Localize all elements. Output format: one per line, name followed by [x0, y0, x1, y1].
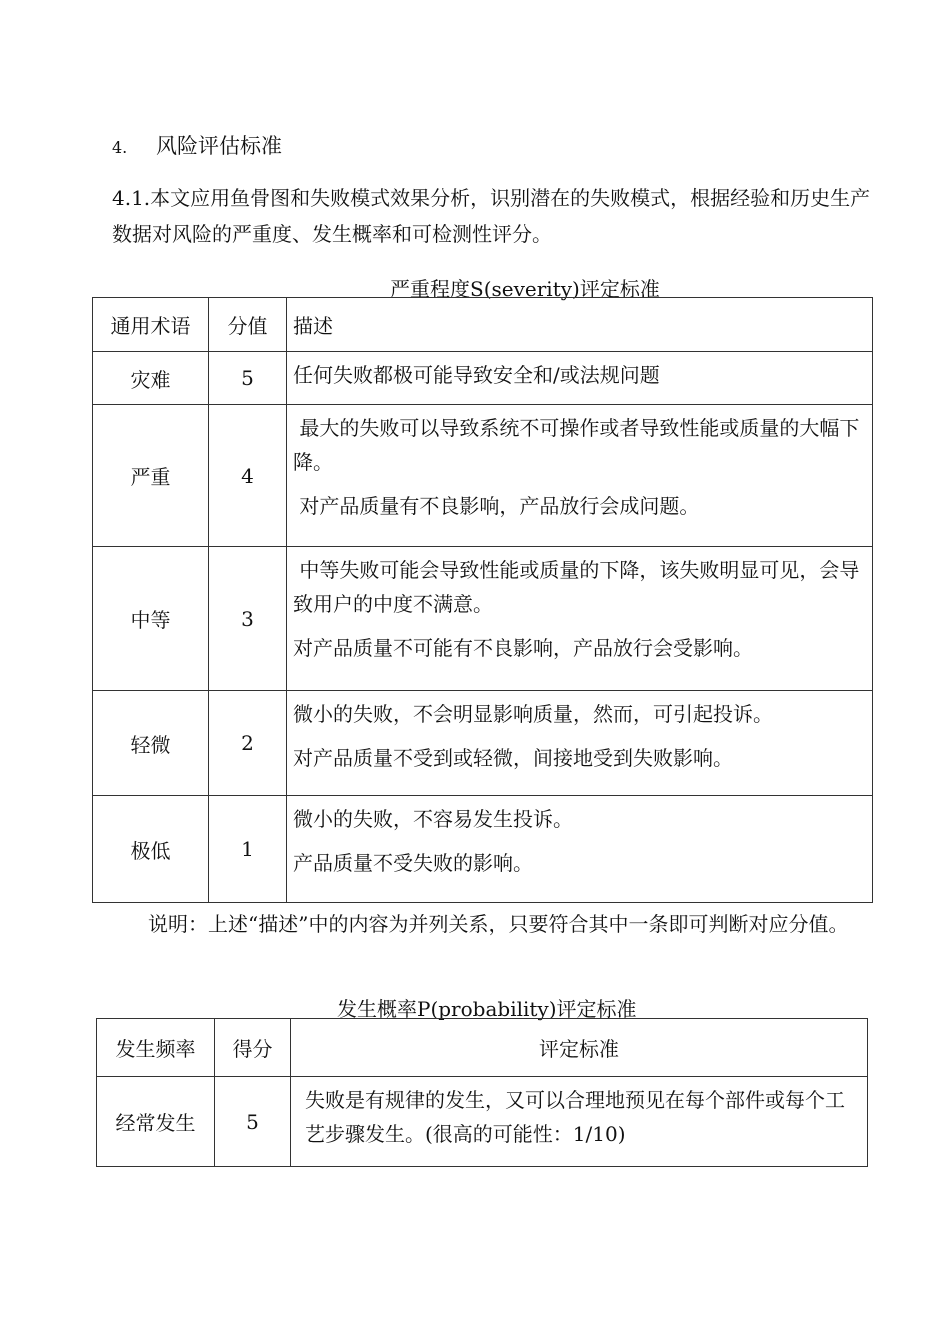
row-score: 4: [209, 405, 287, 547]
probability-table-caption: 发生概率P(probability)评定标准: [337, 997, 637, 1021]
header-frequency: 发生频率: [97, 1019, 215, 1077]
row-desc: [287, 796, 873, 903]
desc-line: 微小的失败，不会明显影响质量，然而，可引起投诉。: [293, 702, 773, 726]
desc-line: 最大的失败可以导致系统不可操作或者导致性能或质量的大幅下降。: [293, 416, 860, 474]
section-heading: [112, 130, 282, 160]
row-score: 3: [209, 547, 287, 691]
row-term: 极低: [93, 796, 209, 903]
row-score: 5: [209, 352, 287, 405]
section-title: 风险评估标准: [156, 134, 282, 158]
row-term: 中等: [93, 547, 209, 691]
desc-line: 任何失败都极可能导致安全和/或法规问题: [293, 363, 660, 387]
row-term: 灾难: [93, 352, 209, 405]
table-row: [93, 691, 873, 796]
row-score: 2: [209, 691, 287, 796]
severity-table-caption: 严重程度S(severity)评定标准: [390, 277, 660, 301]
row-criteria: 失败是有规律的发生，又可以合理地预见在每个部件或每个工艺步骤发生。(很高的可能性：1/10): [291, 1077, 868, 1167]
header-criteria: 评定标准: [291, 1019, 868, 1077]
severity-table: [92, 297, 873, 903]
desc-line: 对产品质量有不良影响，产品放行会成问题。: [293, 494, 700, 518]
header-term: 通用术语: [93, 298, 209, 352]
table-row: [93, 405, 873, 547]
note-paragraph: 说明：上述“描述”中的内容为并列关系，只要符合其中一条即可判断对应分值。: [148, 912, 849, 936]
table-row: [93, 352, 873, 405]
section-number: 4.: [112, 138, 128, 157]
row-desc: [287, 405, 873, 547]
row-frequency: 经常发生: [97, 1077, 215, 1167]
table-header-row: [93, 298, 873, 352]
table-row: [97, 1077, 868, 1167]
desc-line: 中等失败可能会导致性能或质量的下降，该失败明显可见，会导致用户的中度不满意。: [293, 558, 860, 616]
header-desc: 描述: [287, 298, 873, 352]
desc-line: 产品质量不受失败的影响。: [293, 851, 533, 875]
probability-table: [96, 1018, 868, 1167]
row-score: 5: [215, 1077, 291, 1167]
row-term: 严重: [93, 405, 209, 547]
row-desc: [287, 547, 873, 691]
header-score: 分值: [209, 298, 287, 352]
desc-line: 对产品质量不可能有不良影响，产品放行会受影响。: [293, 636, 753, 660]
desc-line: 对产品质量不受到或轻微，间接地受到失败影响。: [293, 746, 733, 770]
header-score: 得分: [215, 1019, 291, 1077]
table-header-row: [97, 1019, 868, 1077]
row-score: 1: [209, 796, 287, 903]
row-term: 轻微: [93, 691, 209, 796]
intro-paragraph: 4.1.本文应用鱼骨图和失败模式效果分析，识别潜在的失败模式，根据经验和历史生产数据对风险的严重度、发生概率和可检测性评分。: [112, 186, 871, 246]
row-desc: [287, 691, 873, 796]
table-row: [93, 796, 873, 903]
table-row: [93, 547, 873, 691]
desc-line: 微小的失败，不容易发生投诉。: [293, 807, 573, 831]
row-desc: [287, 352, 873, 405]
